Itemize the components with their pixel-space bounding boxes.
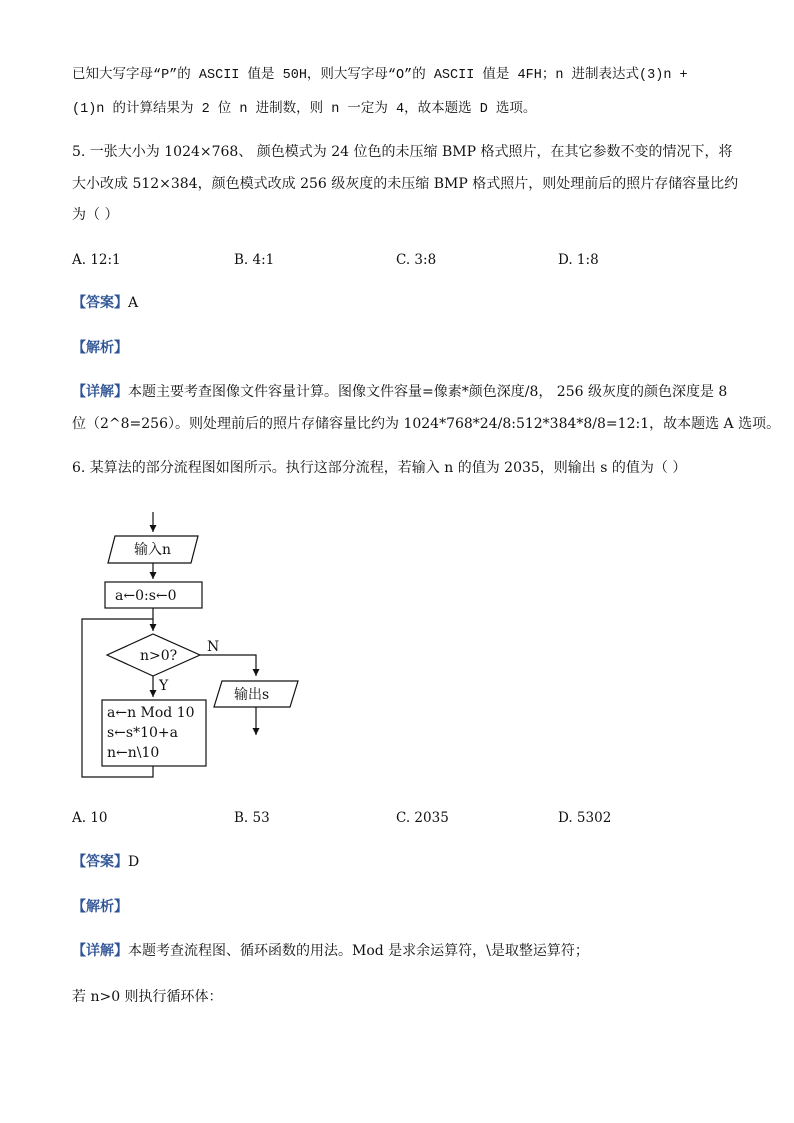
q5-detail-text-1: 本题主要考查图像文件容量计算。图像文件容量=像素*颜色深度/8， 256 级灰度的颜色深度是 8 bbox=[128, 384, 728, 400]
q6-answer bbox=[72, 852, 139, 872]
prev-explanation-line-2: (1)n 的计算结果为 2 位 n 进制数，则 n 一定为 4，故本题选 D 选项。 bbox=[72, 102, 537, 117]
q6-detail-line-1 bbox=[72, 941, 589, 961]
q5-stem-line-3: 为（ ） bbox=[72, 207, 119, 223]
analysis-tag: 【解析】 bbox=[72, 340, 128, 356]
q6-option-a: A. 10 bbox=[72, 810, 108, 826]
q6-analysis-heading bbox=[72, 897, 128, 917]
q6-option-c: C. 2035 bbox=[396, 810, 449, 826]
analysis-tag: 【解析】 bbox=[72, 899, 128, 915]
prev-explanation-line-1: 已知大写字母“P”的 ASCII 值是 50H，则大写字母“O”的 ASCII 值是 4FH；n 进制表达式(3)n + bbox=[72, 68, 688, 83]
q5-option-a: A. 12:1 bbox=[72, 252, 121, 268]
q5-detail-line-2: 位（2^8=256）。则处理前后的照片存储容量比约为 1024*768*24/8:512*384*8/8=12:1，故本题选 A 选项。 bbox=[72, 416, 781, 432]
q6-stem: 6. 某算法的部分流程图如图所示。执行这部分流程，若输入 n 的值为 2035，则输出 s 的值为（ ） bbox=[72, 460, 687, 476]
answer-tag: 【答案】 bbox=[72, 295, 128, 311]
q5-option-c: C. 3:8 bbox=[396, 252, 437, 268]
q6-option-b: B. 53 bbox=[234, 810, 270, 826]
q5-stem-line-2: 大小改成 512×384，颜色模式改成 256 级灰度的未压缩 BMP 格式照片，则处理前后的照片存储容量比约 bbox=[72, 176, 739, 192]
flow-init-text: a←0:s←0 bbox=[115, 588, 177, 604]
q6-detail-text-1: 本题考查流程图、循环函数的用法。Mod 是求余运算符，\是取整运算符； bbox=[128, 943, 589, 959]
q6-detail-line-2: 若 n>0 则执行循环体： bbox=[72, 989, 223, 1005]
flow-body-line-3: n←n\10 bbox=[107, 745, 160, 761]
flow-condition-text: n>0? bbox=[140, 648, 178, 664]
flow-no-label: N bbox=[207, 639, 220, 655]
q6-answer-value: D bbox=[128, 854, 140, 870]
flow-input-text: 输入n bbox=[134, 542, 172, 558]
no-branch-line bbox=[200, 655, 256, 676]
q5-option-b: B. 4:1 bbox=[234, 252, 275, 268]
q5-answer-value: A bbox=[128, 295, 139, 311]
flow-yes-label: Y bbox=[159, 678, 169, 694]
q5-stem-line-1: 5. 一张大小为 1024×768、 颜色模式为 24 位色的未压缩 BMP 格式照片，在其它参数不变的情况下，将 bbox=[72, 144, 733, 160]
flow-body-line-1: a←n Mod 10 bbox=[107, 705, 195, 721]
flow-output-text: 输出s bbox=[234, 687, 270, 703]
flow-body-line-2: s←s*10+a bbox=[107, 725, 178, 741]
q5-option-d: D. 1:8 bbox=[558, 252, 599, 268]
detail-tag: 【详解】 bbox=[72, 384, 128, 400]
detail-tag: 【详解】 bbox=[72, 943, 128, 959]
answer-tag: 【答案】 bbox=[72, 854, 128, 870]
q6-option-d: D. 5302 bbox=[558, 810, 612, 826]
